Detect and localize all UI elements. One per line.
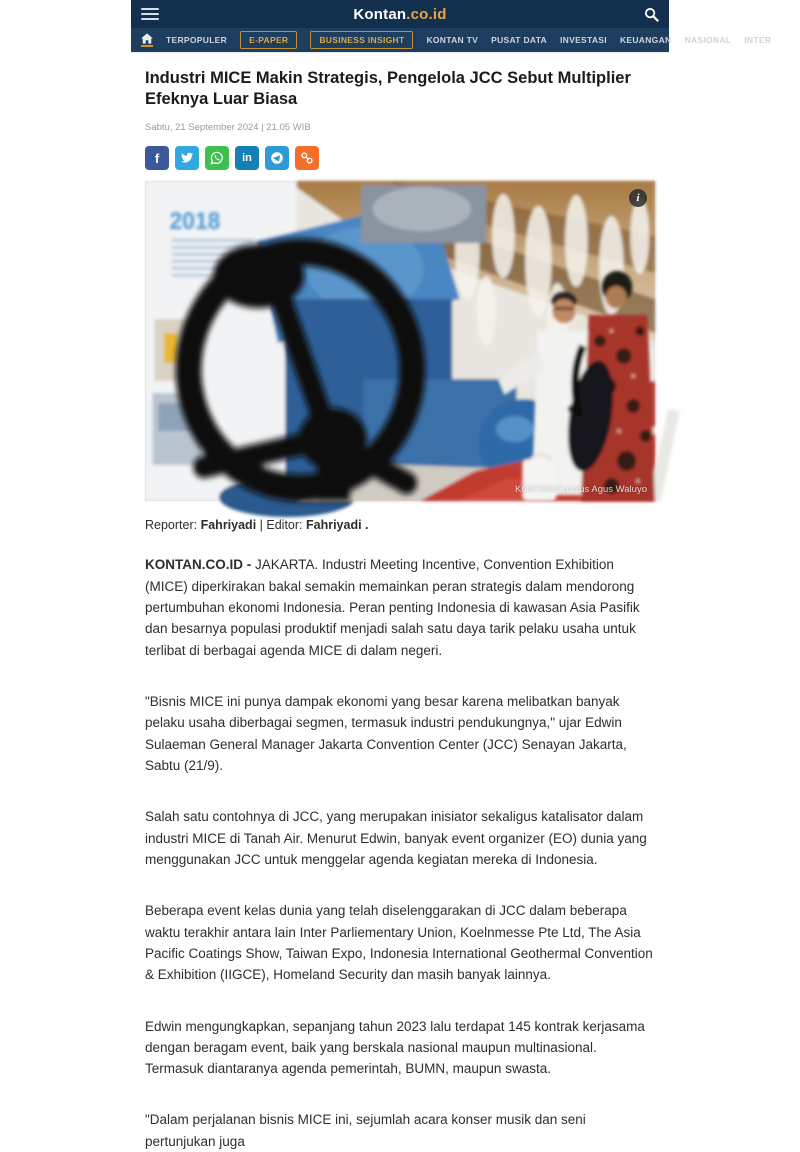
logo-text-kontan: Kontan [353,5,407,23]
kontan-dateline: KONTAN.CO.ID - [145,557,255,573]
nav-item-business-insight[interactable]: BUSINESS INSIGHT [310,31,413,49]
article-timestamp: Sabtu, 21 September 2024 | 21.05 WIB [145,122,311,134]
share-telegram-button[interactable] [265,146,289,170]
paragraph-lead-text: JAKARTA. Industri Meeting Incentive, Convention Exhibition (MICE) diperkirakan bakal semakin memainkan peran strategis dalam mendorong pertumbuhan ekonomi Indonesia. Peran penting Indonesia di kawasan Asia Pasifik dan besarnya populasi produktif menjadi salah satu daya tarik pelaku usaha untuk terlibat di berbagai agenda MICE di dalam negeri. [145,557,640,658]
twitter-bird-icon [180,151,194,165]
nav-item-kontan-tv[interactable]: KONTAN TV [426,35,479,45]
linkedin-icon: in [242,152,252,165]
telegram-icon [270,151,284,165]
share-link-button[interactable] [295,146,319,170]
content-column [131,0,772,1152]
share-linkedin-button[interactable] [235,146,259,170]
paragraph: Edwin mengungkapkan, sepanjang tahun 2023 lalu terdapat 145 kontrak kerjasama dengan beragam event, baik yang berskala nasional maupun multinasional. Termasuk diantaranya agenda pemerintah, BUMN, maupun swasta. [145,1018,645,1077]
paragraph-truncated: "Dalam perjalanan bisnis MICE ini, sejumlah acara konser musik dan seni pertunjukan juga [145,1112,586,1149]
article-body [145,554,655,1152]
nav-item-terpopuler[interactable]: TERPOPULER [166,35,228,45]
nav-item-investasi[interactable]: INVESTASI [560,35,607,45]
poster-year-text: 2018 [169,207,221,235]
image-info-icon[interactable]: i [629,189,647,207]
nav-item-nasional[interactable]: NASIONAL [684,35,732,45]
facebook-icon: f [154,150,160,166]
byline-separator: | [256,518,267,533]
nav-home[interactable] [141,33,153,47]
share-facebook-button[interactable] [145,146,169,170]
search-icon[interactable] [644,7,659,22]
nav-item-internasional[interactable]: INTER [744,35,772,45]
share-twitter-button[interactable] [175,146,199,170]
nav-item-pusat-data[interactable]: PUSAT DATA [491,35,547,45]
editor-label: Editor: [266,518,306,533]
article-container [131,68,669,1152]
exhibition-photo [145,181,655,501]
home-icon [141,33,153,44]
top-header-bar [131,0,669,28]
paragraph: Beberapa event kelas dunia yang telah diselenggarakan di JCC dalam beberapa waktu terakhir antara lain Inter Parliementary Union, Koelnmesse Pte Ltd, The Asia Pacific Coatings Show, Taiwan Expo, Indonesia International Geothermal Convention & Exhibition (IIGCE), Homeland Security dan masih banyak lainnya. [145,903,653,983]
main-navigation-bar [131,28,772,53]
photo-credit: KONTAN/Carolus Agus Waluyo [515,484,647,496]
share-button-row [145,146,655,170]
share-whatsapp-button[interactable] [205,146,229,170]
link-icon [300,151,314,165]
editor-name: Fahriyadi . [305,518,369,533]
nav-item-keuangan[interactable]: KEUANGAN [619,35,672,45]
paragraph: "Bisnis MICE ini punya dampak ekonomi yang besar karena melibatkan banyak pelaku usaha diberbagai segmen, termasuk industri pendukungnya," ujar Edwin Sulaeman General Manager Jakarta Convention Center (JCC) Senayan Jakarta, Sabtu (21/9). [145,693,627,773]
logo-text-coid: .co.id [406,5,447,23]
paragraph-lead [145,554,655,661]
article-title: Industri MICE Makin Strategis, Pengelola JCC Sebut Multiplier Efeknya Luar Biasa [145,69,631,108]
hamburger-menu-icon[interactable] [141,5,159,23]
nav-item-epaper[interactable]: E-PAPER [240,31,297,49]
article-hero-image [145,181,655,501]
article-byline [145,518,655,532]
site-logo[interactable] [353,6,446,23]
paragraph: Salah satu contohnya di JCC, yang merupakan inisiator sekaligus katalisator dalam industri MICE di Tanah Air. Menurut Edwin, banyak event organizer (EO) dunia yang menggunakan JCC untuk menggelar agenda kegiatan mereka di Indonesia. [145,809,647,867]
whatsapp-icon [210,151,224,165]
reporter-name: Fahriyadi [200,518,257,533]
reporter-label: Reporter: [145,518,201,533]
